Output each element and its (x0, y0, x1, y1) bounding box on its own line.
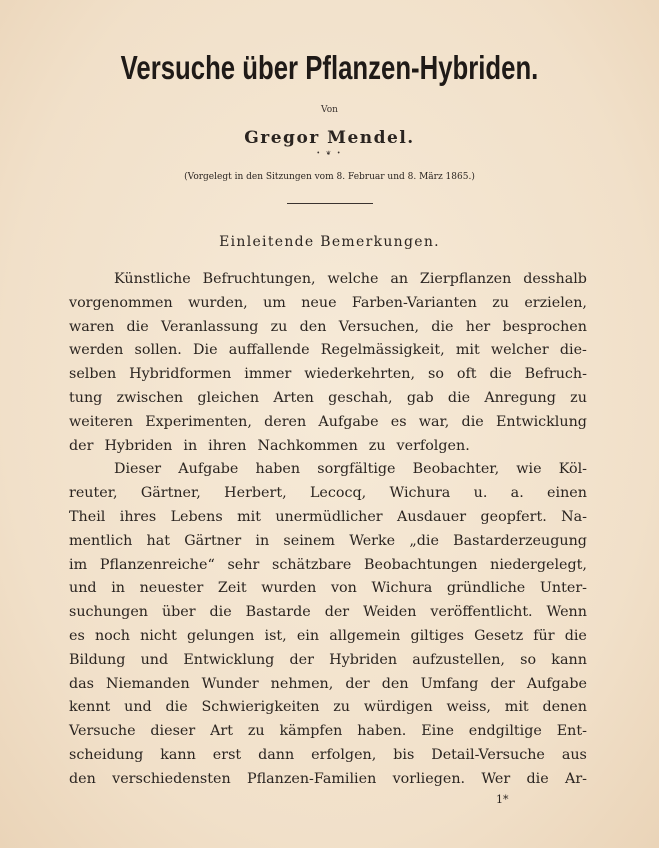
word: Beobachter, (412, 461, 500, 478)
word: welche (327, 271, 379, 287)
word: ein (296, 628, 320, 644)
word: scheidung (69, 747, 144, 763)
word: tung (69, 390, 103, 406)
word: die (447, 390, 471, 406)
word: Gesetz (474, 628, 524, 644)
word: die (526, 770, 549, 787)
word: Köl- (558, 461, 587, 478)
word: veröffentlicht. (430, 604, 533, 621)
word: mit (237, 509, 261, 525)
word: Detail-Versuche (431, 747, 545, 763)
word: „die (409, 532, 439, 549)
word: Hybridformen (129, 366, 232, 383)
word: die (461, 413, 484, 430)
word: das (69, 675, 95, 692)
word: besprochen (502, 318, 587, 335)
word: a. (510, 485, 524, 502)
word: hat (146, 532, 171, 549)
word: giltiges (410, 628, 465, 644)
paragraph2-line (69, 506, 587, 529)
paragraph1-line (69, 339, 587, 362)
word: Gärtner, (140, 485, 201, 502)
paper-title: Versuche über Pflanzen-Hybriden. (120, 49, 539, 86)
paragraph1-line (69, 316, 587, 339)
word: verfolgen. (396, 437, 470, 454)
word: mit (504, 699, 529, 716)
word: Ent- (556, 723, 587, 740)
paragraph2-line (69, 625, 587, 648)
word: Die (193, 342, 218, 359)
word: die (209, 604, 232, 621)
word: schätzbare (272, 556, 352, 573)
word: Nachkommen (257, 437, 358, 454)
word: Beobachtungen (364, 556, 478, 573)
word: gab (406, 390, 434, 406)
paragraph2-line (69, 720, 587, 743)
word: den (381, 675, 409, 692)
horizontal-rule (287, 203, 373, 204)
word: allgemein (329, 628, 401, 644)
word: Ar- (565, 770, 587, 787)
author-name: Gregor Mendel. (244, 128, 415, 148)
paragraph1-line (69, 292, 587, 315)
word: bis (393, 747, 415, 763)
word: wurden (261, 580, 317, 597)
word: einen (547, 485, 587, 502)
word: sorgfältige (317, 461, 396, 478)
word: Veranlassung (160, 318, 259, 335)
word: welcher (490, 342, 549, 359)
word: war, (418, 413, 450, 430)
word: Dieser (114, 461, 162, 478)
word: mentlich (69, 532, 133, 549)
word: die (126, 318, 149, 335)
paragraph2-line (69, 649, 587, 672)
word: die- (559, 342, 587, 359)
word: vorliegen. (392, 770, 466, 787)
word: erzielen, (524, 294, 587, 311)
word: der (490, 675, 515, 692)
word: Regelmässigkeit, (320, 342, 445, 359)
word: Pflanzenreiche“ (99, 556, 215, 573)
word: die (431, 318, 454, 335)
word: gründliche (446, 580, 526, 597)
paragraph2-line (69, 744, 587, 767)
word: reuter, (69, 485, 118, 502)
paragraph2-line (69, 482, 587, 505)
word: an (390, 271, 409, 287)
word: kennt (69, 699, 111, 716)
word: Zeit (217, 580, 247, 597)
word: so (428, 366, 444, 383)
word: Bastarde (245, 604, 311, 621)
word: es (390, 413, 407, 430)
word: Anregung (484, 390, 556, 406)
word: Versuchen, (338, 318, 420, 335)
word: wurden, (188, 294, 248, 311)
word: werden (69, 342, 124, 359)
word: gelungen (186, 628, 255, 644)
word: Hybriden (329, 651, 398, 668)
word: Herbert, (224, 485, 287, 502)
word: nehmen, (270, 675, 334, 692)
word: niedergelegt, (490, 556, 587, 573)
word: Eine (421, 723, 454, 740)
word: Bastarderzeugung (453, 532, 587, 549)
word: wiederkehrten, (304, 366, 416, 383)
word: kämpfen (279, 723, 343, 740)
word: gleichen (197, 390, 260, 406)
paragraph1-line (69, 387, 587, 410)
word: Farben-Varianten (351, 294, 477, 311)
word: Ausdauer (397, 509, 467, 525)
word: zu (270, 318, 288, 335)
word: Entwicklung (495, 413, 587, 430)
word: erst (212, 747, 242, 763)
word: Befruchtungen, (202, 271, 316, 287)
word: und (124, 699, 152, 716)
word: zu (368, 437, 386, 454)
word: seinem (283, 532, 335, 549)
word: der (345, 675, 370, 692)
word: die (489, 366, 512, 383)
word: der (69, 437, 94, 454)
word: kann (551, 651, 587, 668)
word: erfolgen, (311, 747, 377, 763)
word: neuester (139, 580, 204, 597)
word: noch (94, 628, 130, 644)
word: Wichura (389, 485, 451, 502)
word: Theil (69, 509, 106, 525)
word: den (299, 318, 327, 335)
word: auffallende (228, 342, 310, 359)
word: in (111, 580, 125, 597)
word: dann (258, 747, 295, 763)
word: Versuche (69, 723, 136, 740)
paragraph2-line (69, 768, 587, 791)
paragraph2-line (114, 458, 587, 481)
word: waren (69, 318, 115, 335)
ornament-divider: • ❦ • (316, 150, 343, 157)
word: zu (247, 723, 265, 740)
word: der (289, 651, 314, 668)
word: Arten (273, 390, 314, 406)
signature-mark: 1* (496, 793, 509, 806)
word: denen (542, 699, 587, 716)
word: Lecocq, (309, 485, 367, 502)
word: Werke (349, 532, 396, 549)
paragraph2-line (69, 601, 587, 624)
word: ihres (119, 509, 157, 525)
word: u. (473, 485, 488, 502)
word: aufzustellen, (412, 651, 505, 668)
word: zu (333, 699, 351, 716)
paragraph1-line (69, 411, 587, 434)
word: Bildung (69, 651, 126, 668)
word: zwischen (116, 390, 184, 406)
word: kann (160, 747, 196, 763)
paragraph1-line (114, 268, 587, 291)
word: Na- (561, 509, 587, 525)
paragraph2-line (69, 673, 587, 696)
word: Künstliche (114, 271, 191, 287)
word: Lebens (170, 509, 223, 525)
word: in (255, 532, 270, 549)
word: geschah, (328, 390, 393, 406)
word: aus (561, 747, 587, 763)
word: zu (492, 294, 509, 311)
paragraph2-line (69, 577, 587, 600)
word: Weiden (363, 604, 417, 621)
word: Art (210, 723, 234, 740)
word: es (69, 628, 85, 644)
word: Aufgabe (318, 413, 379, 430)
word: so (520, 651, 537, 668)
word: immer (244, 366, 292, 383)
word: Pflanzen-Familien (246, 770, 377, 787)
word: und (69, 580, 97, 597)
word: sollen. (134, 342, 182, 359)
word: Befruch- (524, 366, 587, 383)
paragraph2-line (69, 696, 587, 719)
word: verschiedensten (112, 770, 231, 787)
word: geopfert. (480, 509, 547, 525)
word: Niemanden (106, 675, 190, 692)
word: um (263, 294, 286, 311)
word: für (533, 628, 555, 644)
word: Unter- (539, 580, 587, 597)
word: im (69, 556, 88, 573)
word: von (330, 580, 357, 597)
word: über (161, 604, 196, 621)
word: nicht (140, 628, 177, 644)
word: her (465, 318, 491, 335)
word: unermüdlicher (275, 509, 383, 525)
word: dieser (150, 723, 196, 740)
word: desshalb (523, 271, 587, 287)
word: Gärtner (184, 532, 242, 549)
word: haben (255, 461, 301, 478)
word: ihren (208, 437, 247, 454)
word: Umfang (420, 675, 479, 692)
word: und (140, 651, 169, 668)
word: wie (516, 461, 542, 478)
byline-von: Von (321, 105, 338, 115)
word: der (324, 604, 350, 621)
word: Wunder (201, 675, 259, 692)
word: Entwicklung (183, 651, 275, 668)
word: Wichura (371, 580, 433, 597)
word: neue (301, 294, 337, 311)
word: ist, (264, 628, 287, 644)
word: endgiltige (468, 723, 542, 740)
word: Aufgabe (178, 461, 239, 478)
word: weiss, (446, 699, 491, 716)
word: Hybriden (104, 437, 173, 454)
word: in (183, 437, 198, 454)
word: Aufgabe (526, 675, 587, 692)
word: weiteren (69, 413, 133, 430)
presentation-note: (Vorgelegt in den Sitzungen vom 8. Februar und 8. März 1865.) (184, 172, 475, 182)
word: vorgenommen (69, 294, 173, 311)
word: Zierpflanzen (419, 271, 512, 287)
word: sehr (227, 556, 260, 573)
paragraph1-line (69, 363, 587, 386)
paragraph2-line (69, 530, 587, 553)
word: selben (69, 366, 117, 383)
word: Schwierigkeiten (201, 699, 320, 716)
paragraph2-line (69, 554, 587, 577)
word: oft (456, 366, 477, 383)
word: suchungen (69, 604, 148, 621)
paragraph1-line (69, 435, 587, 458)
word: den (69, 770, 96, 787)
word: würdigen (363, 699, 433, 716)
word: Wenn (546, 604, 587, 621)
word: haben. (357, 723, 407, 740)
word: mit (455, 342, 480, 359)
word: die (564, 628, 587, 644)
word: deren (264, 413, 307, 430)
word: zu (570, 390, 587, 406)
word: Experimenten, (145, 413, 252, 430)
word: die (165, 699, 188, 716)
word: Wer (481, 770, 511, 787)
section-heading: Einleitende Bemerkungen. (219, 234, 440, 250)
